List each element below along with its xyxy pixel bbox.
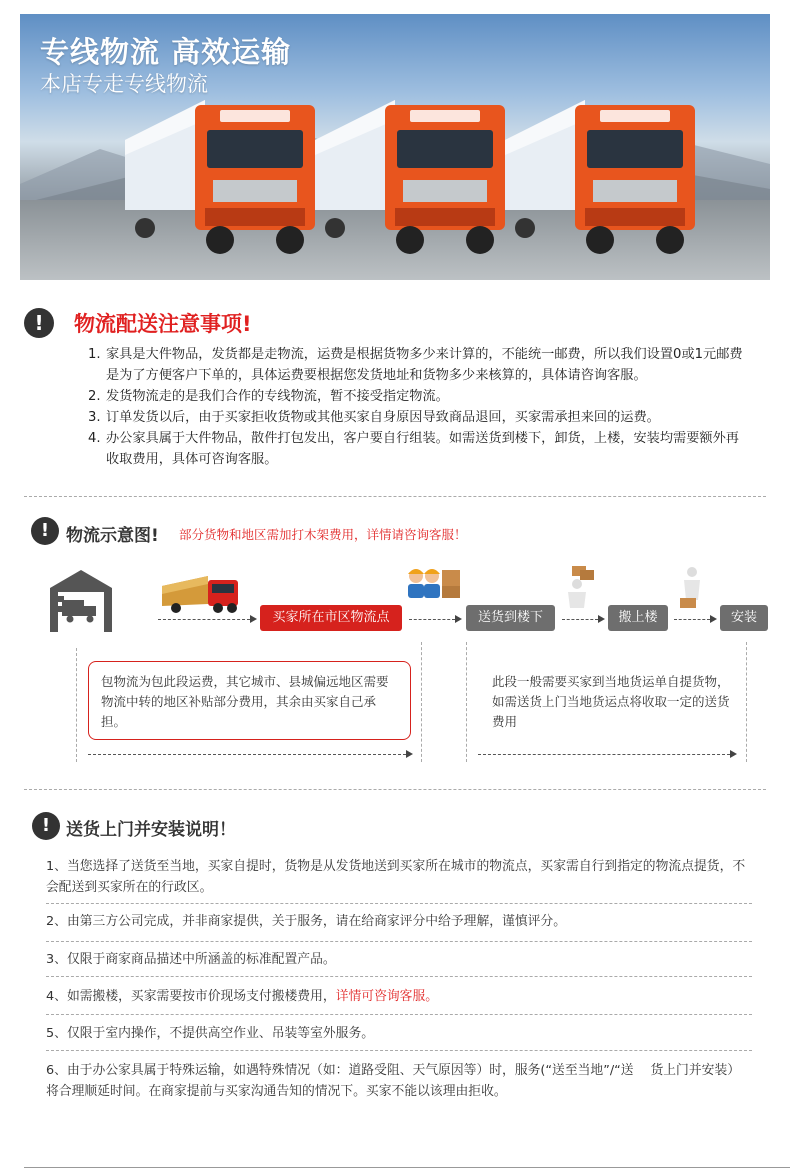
truck-image [315, 100, 515, 260]
arrow-head-icon [455, 615, 462, 623]
install-item: 6、由于办公家具属于特殊运输，如遇特殊情况（如：道路受阻、天气原因等）时，服务(“送至当地”/“送 货上门并安装）将合理顺延时间。在商家提前与买家沟通告知的情况下。买家不能以该理由拒收。 [46, 1063, 741, 1099]
install-item: 5、仅限于室内操作，不提供高空作业、吊装等室外服务。 [46, 1026, 375, 1041]
divider [24, 496, 766, 497]
flow-note: 部分货物和地区需加打木架费用，详情请咨询客服！ [179, 527, 467, 542]
list-item-number: 4. [88, 431, 101, 446]
arrow-head-icon [730, 750, 737, 758]
list-item-number: 3. [88, 410, 101, 425]
hero-banner [20, 14, 770, 280]
flow-step-install: 安装 [720, 605, 768, 631]
flow-title: 物流示意图! [66, 526, 159, 546]
list-item-text: 发货物流走的是我们合作的专线物流，暂不接受指定物流。 [106, 389, 449, 404]
guide-line [421, 642, 422, 762]
guide-line [76, 648, 77, 762]
flow-arrow [88, 754, 406, 755]
truck-image [505, 100, 705, 260]
flow-arrow [478, 754, 730, 755]
truck-image [125, 100, 325, 260]
list-item-text: 家具是大件物品，发货都是走物流，运费是根据货物多少来计算的，不能统一邮费，所以我们设置0或1元邮费是为了方便客户下单的，具体运费要根据您发货地址和货物多少来核算的，具体请咨询客服。 [106, 347, 743, 383]
list-item [88, 407, 748, 428]
install-item [46, 986, 752, 1007]
list-item [88, 386, 748, 407]
list-item-text: 订单发货以后，由于买家拒收货物或其他买家自身原因导致商品退回，买家需承担来回的运费。 [106, 410, 660, 425]
warehouse-icon [48, 566, 114, 632]
banner-title: 专线物流 高效运输 [40, 35, 292, 69]
flow-arrow [409, 619, 455, 620]
list-item-text: 办公家具属于大件物品，散件打包发出，客户要自行组装。如需送货到楼下，卸货，上楼，安装均需要额外再收取费用，具体可咨询客服。 [106, 431, 739, 467]
install-item: 3、仅限于商家商品描述中所涵盖的标准配置产品。 [46, 952, 336, 967]
divider [46, 976, 752, 977]
porter-icon [562, 566, 600, 610]
installer-icon [676, 566, 710, 610]
arrow-head-icon [250, 615, 257, 623]
banner-subtitle: 本店专走专线物流 [40, 72, 208, 96]
flow-step-carry-upstairs: 搬上楼 [608, 605, 668, 631]
divider [46, 941, 752, 942]
install-title: 送货上门并安装说明！ [66, 820, 236, 840]
workers-icon [404, 564, 464, 600]
list-item-number: 2. [88, 389, 101, 404]
list-item-number: 1. [88, 347, 101, 362]
cargo-truck-icon [162, 574, 240, 614]
install-item-text: 4、如需搬楼，买家需要按市价现场支付搬楼费用， [46, 989, 336, 1004]
arrow-head-icon [598, 615, 605, 623]
flow-step-logistics-point: 买家所在市区物流点 [260, 605, 402, 631]
guide-line [466, 642, 467, 762]
list-item [88, 344, 748, 386]
flow-arrow [562, 619, 598, 620]
notice-list [88, 344, 748, 470]
flow-arrow [158, 619, 250, 620]
notice-title: 物流配送注意事项! [74, 312, 252, 336]
arrow-head-icon [710, 615, 717, 623]
warning-icon: ! [31, 517, 59, 545]
divider [46, 1014, 752, 1015]
divider [46, 1050, 752, 1051]
list-item [88, 428, 748, 470]
guide-line [746, 642, 747, 762]
flow-arrow [674, 619, 710, 620]
arrow-head-icon [406, 750, 413, 758]
contact-service-link[interactable]: 详情可咨询客服。 [335, 989, 439, 1004]
segment-fee-note: 包物流为包此段运费，其它城市、县城偏远地区需要物流中转的地区补贴部分费用，其余由买家自己承担。 [88, 661, 411, 740]
install-item: 2、由第三方公司完成，并非商家提供，关于服务，请在给商家评分中给予理解，谨慎评分。 [46, 914, 567, 929]
flow-step-deliver-downstairs: 送货到楼下 [466, 605, 555, 631]
divider [24, 789, 766, 790]
divider [46, 903, 752, 904]
install-item: 1、当您选择了送货至当地，买家自提时，货物是从发货地送到买家所在城市的物流点，买家需自行到指定的物流点提货，不会配送到买家所在的行政区。 [46, 859, 746, 895]
bottom-border [24, 1167, 790, 1168]
warning-icon: ! [24, 308, 54, 338]
pickup-fee-note: 此段一般需要买家到当地货运单自提货物，如需送货上门当地货运点将收取一定的送货费用 [492, 674, 730, 729]
warning-icon: ! [32, 812, 60, 840]
